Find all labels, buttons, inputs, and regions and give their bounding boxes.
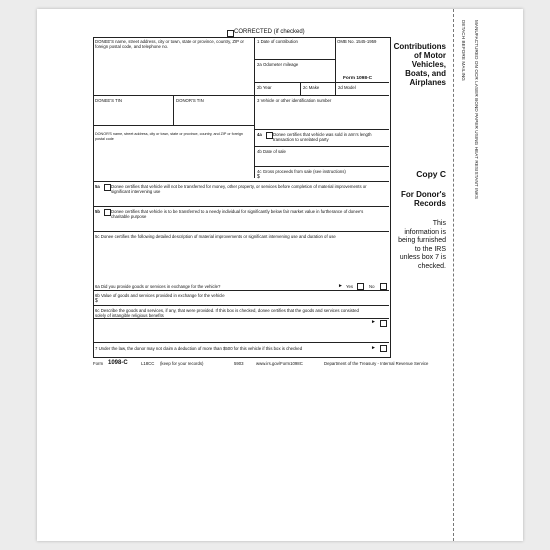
box-6b-dollar: $	[95, 298, 98, 304]
box-5a-number: 5a	[95, 184, 100, 189]
box-1-label: 1 Date of contribution	[257, 39, 298, 44]
form-title: Contributions of Motor Vehicles, Boats, and Airplanes	[393, 42, 446, 87]
box-2a-label: 2a Odometer mileage	[257, 62, 299, 67]
box-4c-dollar: $	[257, 174, 260, 180]
box-4a-number: 4a	[257, 132, 262, 137]
line-13	[93, 318, 389, 319]
arrow-right-icon: ►	[338, 283, 343, 289]
line-14	[93, 342, 389, 343]
box-4a-label: Donee certifies that vehicle was sold in arm's length transaction to unrelated party	[273, 132, 372, 142]
donor-tin-label: DONOR'S TIN	[176, 98, 204, 103]
footer-keep-note: (keep for your records)	[160, 361, 204, 366]
footer-url: www.irs.gov/Form1098C	[256, 361, 303, 366]
footer-cat-number: 5903	[234, 361, 244, 366]
box-2d-label: 2d Model	[338, 85, 356, 90]
tin-divider	[173, 95, 174, 125]
line-5	[254, 129, 389, 130]
footer-code: L18CC	[141, 361, 155, 366]
model-divider	[335, 82, 336, 95]
donor-info-label: DONOR'S name, street address, city or town, state or province, country, and ZIP or foreign postal code	[95, 132, 243, 141]
perforation-line	[453, 9, 454, 541]
manufactured-notice: MANUFACTURED ON OCR LASER BOND PAPER USING HEAT RESISTANT INKS	[474, 20, 479, 200]
line-8	[93, 181, 389, 182]
line-1	[254, 59, 335, 60]
box-5b-checkbox[interactable]	[104, 209, 111, 216]
box-7-label: 7 Under the law, the donor may not claim a deduction of more than $500 for this vehicle if this box is checked	[95, 346, 303, 351]
box-6a-no-checkbox[interactable]	[380, 283, 387, 290]
donee-info-label: DONEE'S name, street address, city or town, state or province, country, ZIP or foreign postal code, and telephone no.	[95, 39, 244, 49]
line-11	[93, 290, 389, 291]
form-number-small: Form 1098-C	[343, 76, 373, 81]
corrected-label: CORRECTED (if checked)	[234, 29, 305, 35]
box-5a-label: Donee certifies that vehicle will not be transferred for money, other property, or services before completion of material improvements or significant intervening use	[111, 184, 367, 194]
box-6c-checkbox[interactable]	[380, 320, 387, 327]
corrected-checkbox[interactable]	[227, 30, 234, 37]
box-4a-checkbox[interactable]	[266, 132, 273, 139]
copy-label: Copy C	[416, 169, 446, 179]
box-3-label: 3 Vehicle or other identification number	[257, 98, 332, 103]
box-5a-checkbox[interactable]	[104, 184, 111, 191]
line-10	[93, 231, 389, 232]
yes-label: Yes	[346, 284, 354, 289]
box-4c-label: 4c Gross proceeds from sale (see instructions)	[257, 169, 346, 174]
footer-department: Department of the Treasury - Internal Revenue Service	[324, 361, 429, 366]
box-7-checkbox[interactable]	[380, 345, 387, 352]
box-2b-label: 2b Year	[257, 85, 272, 90]
line-3	[93, 95, 389, 96]
line-2	[254, 82, 389, 83]
box-4b-label: 4b Date of sale	[257, 149, 286, 154]
footer-form-number: 1098-C	[108, 360, 128, 366]
box-2c-label: 2c Make	[303, 85, 320, 90]
box-6a-label: 6a Did you provide goods or services in exchange for the vehicle?	[95, 284, 221, 289]
box-5b-number: 5b	[95, 209, 101, 214]
arrow-right-icon: ►	[371, 319, 376, 325]
arrow-right-icon: ►	[371, 345, 376, 351]
box-6c-label: 6c Describe the goods and services, if any, that were provided. If this box is checked, donee certifies that the goods and services consisted solely of intangible religious benefits	[95, 308, 359, 318]
make-divider	[300, 82, 301, 95]
box-5c-label: 5c Donee certifies the following detailed description of material improvements or significant intervening use and duration of use	[95, 234, 336, 239]
box-6a-yes-checkbox[interactable]	[357, 283, 364, 290]
omb-divider	[335, 37, 336, 82]
line-6	[254, 146, 389, 147]
no-label: No	[369, 284, 375, 289]
footer-form-label: Form	[93, 361, 104, 366]
detach-notice: DETACH BEFORE MAILING	[461, 20, 466, 81]
omb-number: OMB No. 1545-1959	[337, 39, 377, 44]
line-12	[93, 305, 389, 306]
box-5b-label: Donee certifies that vehicle is to be transferred to a needy individual for significantly below fair market value in furtherance of donee's charitable purpose	[111, 209, 364, 219]
donee-tin-label: DONEE'S TIN	[95, 98, 123, 103]
line-7	[254, 166, 389, 167]
irs-notice: This information is being furnished to the IRS unless box 7 is checked.	[398, 220, 446, 270]
for-donor-label: For Donor's Records	[400, 190, 446, 208]
box-6b-label: 6b Value of goods and services provided in exchange for the vehicle	[95, 293, 225, 298]
line-9	[93, 206, 389, 207]
line-4	[93, 125, 254, 126]
